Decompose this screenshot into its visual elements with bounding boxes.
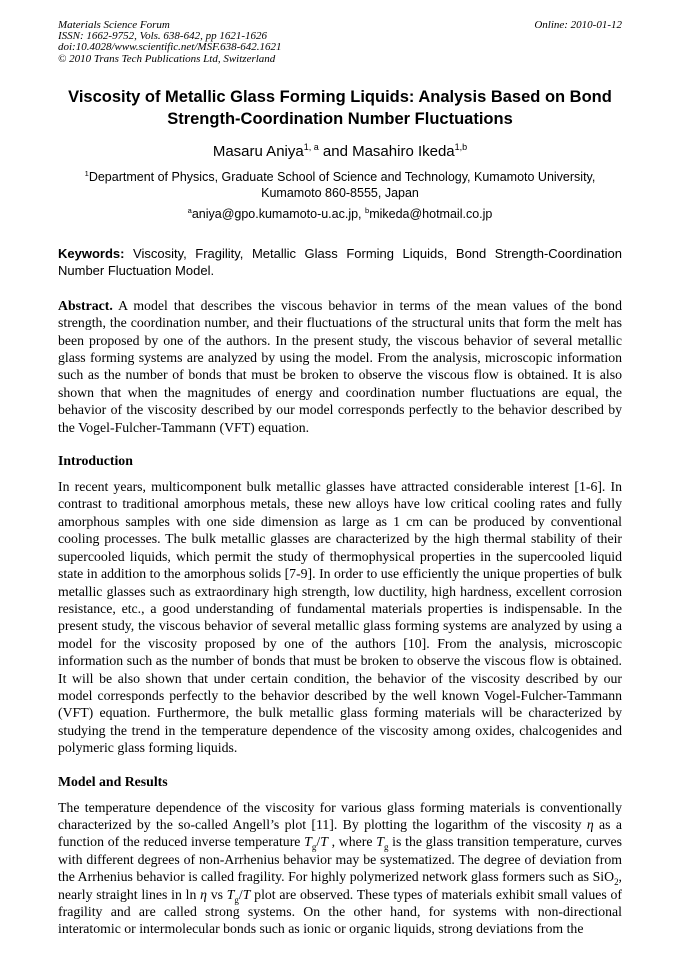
journal-header xyxy=(58,20,622,65)
keywords-label: Keywords: xyxy=(58,245,125,261)
abstract-paragraph xyxy=(58,297,622,436)
journal-info xyxy=(58,20,282,65)
author-emails: $^a$aniya@gpo.kumamoto-u.ac.jp, $^b$mikeda@hotmail.co.jp xyxy=(187,205,493,221)
online-date: Online: 2010-01-12 xyxy=(534,19,622,31)
introduction-paragraph: In recent years, multicomponent bulk metallic glasses have attracted considerable interest [1-6]. In contrast to traditional amorphous metals, these new alloys have low critical cooling rates and fully amorphous samples with one side dimension as large as 1 cm can be produced by conventional cooling processes. The bulk metallic glasses are characterized by the high thermal stability of their supercooled liquids, which permit the study of thermophysical properties in the supercooled liquid state in addition to the amorphous solids [7-9]. In order to use efficiently the unique properties of bulk metallic glasses such as extraordinary high strength, low ductility, high hardness, excellent corrosion resistance, etc., a good understanding of fundamental materials properties is indispensable. In the present study, the viscous behavior of several metallic glass forming systems are analyzed by using a model for the viscosity proposed by one of the authors [10]. From the analysis, microscopic information such as the number of bonds that must be broken to observe the viscous flow is obtained. It will be also shown that under certain condition, the behavior of the viscosity described by our model corresponds perfectly to the behavior described by the well known Vogel-Fulcher-Tammann (VFT) equation. Furthermore, the bulk metallic glass forming materials will be characterized by studying the trend in the temperature dependence of the viscosity among oxides, chalcogenides and polymeric glass forming liquids. xyxy=(58,479,622,756)
affiliation-line: $^1$Department of Physics, Graduate School of Science and Technology, Kumamoto University, Kumamoto 860-8555, Japan xyxy=(84,168,596,200)
section-heading-model-and-results: Model and Results xyxy=(58,773,168,789)
doi-line: doi:10.4028/www.scientific.net/MSF.638-642.1621 xyxy=(58,41,282,54)
section-heading-introduction: Introduction xyxy=(58,453,133,469)
abstract-text: A model that describes the viscous behavior in terms of the mean values of the bond strength, the coordination number, and their fluctuations of the structural units that form the melt has been proposed by one of the authors. In the present study, the viscous behavior of several metallic glass forming systems are analyzed by using the model. From the analysis, microscopic information such as the number of bonds that must be broken to observe the viscous flow is obtained. It is also shown that when the magnitudes of energy and coordination number fluctuations are equal, the behavior of the viscosity described by our model corresponds perfectly to the behavior described by the Vogel-Fulcher-Tammann (VFT) equation. xyxy=(58,297,622,435)
model-and-results-paragraph: The temperature dependence of the viscosity for various glass forming materials is conventionally characterized by the so-called Angell’s plot [11]. By plotting the logarithm of the viscosity η as a function of the reduced inverse temperature $T_g/T$ , where $T_g$ is the glass transition temperature, curves with different degrees of non-Arrhenius behavior may be systematized. The degree of deviation from the Arrhenius behavior is called fragility. For highly polymerized network glass formers such as SiO$_2$, nearly straight lines in ln η vs $T_g/T$ plot are observed. These types of materials exhibit small values of fragility and are called strong systems. On the other hand, for systems with non-directional interatomic or intermolecular bonds such as ionic or organic liquids, strong deviations from the xyxy=(58,799,623,937)
abstract-label: Abstract. xyxy=(58,297,113,313)
authors-line: Masaru Aniya$^{1, a}$ and Masahiro Ikeda$^{1,b}$ xyxy=(212,141,468,160)
journal-name: Materials Science Forum xyxy=(58,19,170,31)
keywords-text: Viscosity, Fragility, Metallic Glass Forming Liquids, Bond Strength-Coordination Number Fluctuation Model. xyxy=(58,245,622,278)
keywords-line xyxy=(58,245,622,279)
issn-line: ISSN: 1662-9752, Vols. 638-642, pp 1621-1626 xyxy=(58,30,267,43)
copyright-line: © 2010 Trans Tech Publications Ltd, Switzerland xyxy=(58,52,276,65)
paper-title: Viscosity of Metallic Glass Forming Liquids: Analysis Based on Bond Strength-Coordination Number Fluctuations xyxy=(68,87,612,128)
